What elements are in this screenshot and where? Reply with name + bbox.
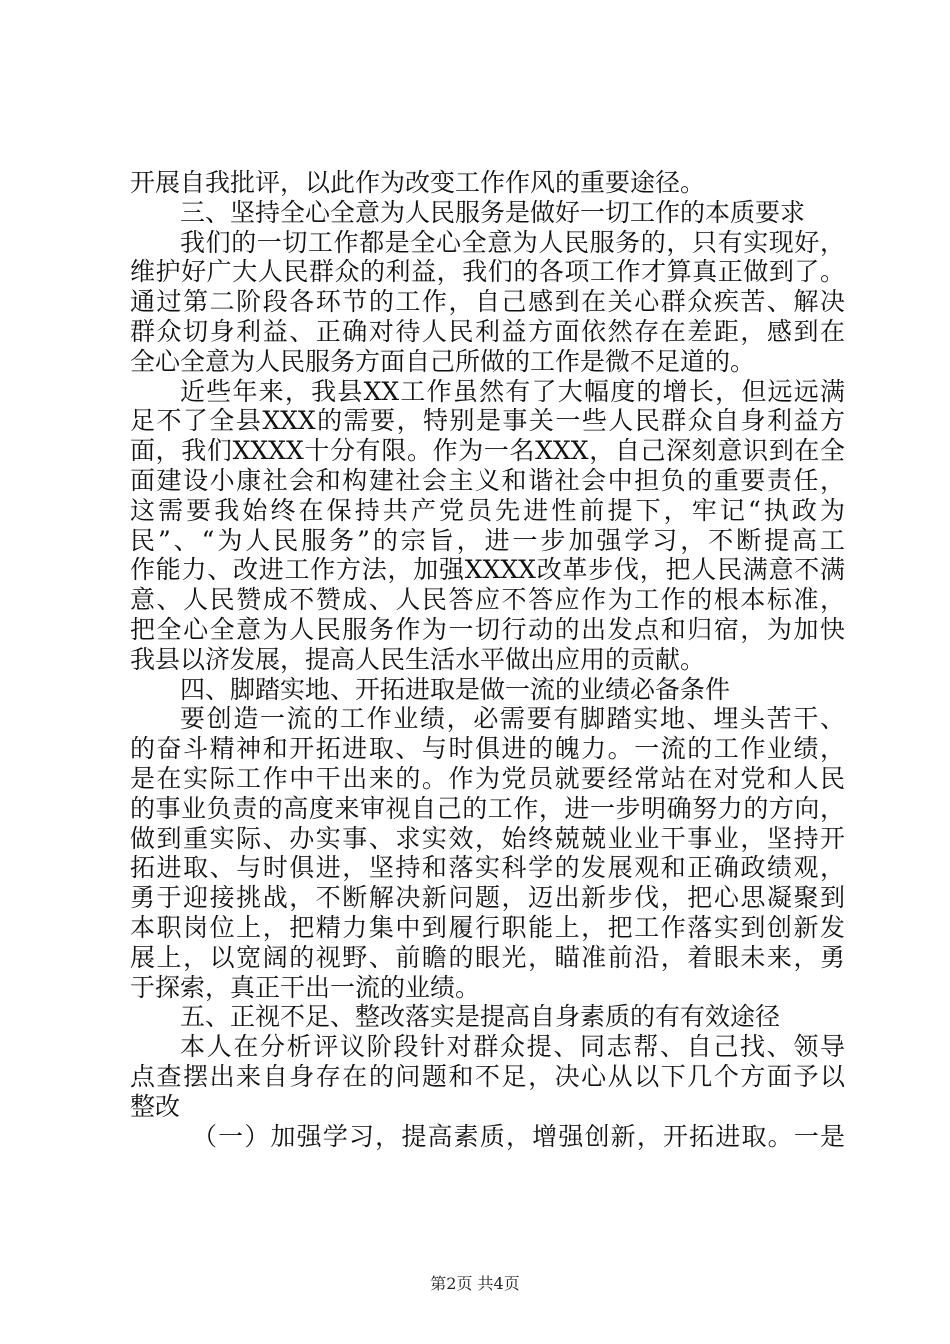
text-line: 面建设小康社会和构建社会主义和谐社会中担负的重要责任，	[130, 465, 845, 495]
text-line: 我县以济发展，提高人民生活水平做出应用的贡献。	[130, 644, 706, 674]
text-line: 勇于迎接挑战，不断解决新问题，迈出新步伐，把心思凝聚到	[130, 883, 845, 913]
text-line: 的事业负责的高度来审视自己的工作，进一步明确努力的方向，	[130, 793, 845, 823]
text-line: 民”、“为人民服务”的宗旨，进一步加强学习，不断提高工	[130, 525, 845, 555]
page-footer: 第2页 共4页	[430, 1274, 520, 1293]
text-line: 要创造一流的工作业绩，必需要有脚踏实地、埋头苦干、	[180, 704, 845, 734]
text-line: 五、正视不足、整改落实是提高自身素质的有有效途径	[180, 1002, 781, 1032]
text-line: （一）加强学习，提高素质，增强创新，开拓进取。一是	[192, 1121, 845, 1151]
text-line: 本人在分析评议阶段针对群众提、同志帮、自己找、领导	[180, 1032, 845, 1062]
text-line: 把全心全意为人民服务作为一切行动的出发点和归宿，为加快	[130, 614, 845, 644]
text-line: 足不了全县XXX的需要，特别是事关一些人民群众自身利益方	[130, 406, 845, 436]
text-line: 做到重实际、办实事、求实效，始终兢兢业业干事业，坚持开	[130, 823, 845, 853]
text-line: 三、坚持全心全意为人民服务是做好一切工作的本质要求	[180, 197, 806, 227]
text-line: 本职岗位上，把精力集中到履行职能上，把工作落实到创新发	[130, 912, 845, 942]
text-line: 拓进取、与时俱进，坚持和落实科学的发展观和正确政绩观，	[130, 853, 845, 883]
text-line: 的奋斗精神和开拓进取、与时俱进的魄力。一流的工作业绩，	[130, 734, 845, 764]
text-line: 是在实际工作中干出来的。作为党员就要经常站在对党和人民	[130, 763, 845, 793]
text-line: 开展自我批评，以此作为改变工作作风的重要途径。	[130, 168, 706, 197]
text-line: 近些年来，我县XX工作虽然有了大幅度的增长，但远远满	[180, 376, 845, 406]
text-line: 这需要我始终在保持共产党员先进性前提下，牢记“执政为	[130, 495, 845, 525]
text-line: 面，我们XXXX十分有限。作为一名XXX，自己深刻意识到在全	[130, 436, 845, 466]
text-line: 维护好广大人民群众的利益，我们的各项工作才算真正做到了。	[130, 257, 845, 287]
text-line: 于探索，真正干出一流的业绩。	[130, 972, 481, 1002]
text-line: 意、人民赞成不赞成、人民答应不答应作为工作的根本标准，	[130, 585, 845, 615]
text-line: 群众切身利益、正确对待人民利益方面依然存在差距，感到在	[130, 316, 845, 346]
document-body	[130, 168, 845, 1151]
text-line: 全心全意为人民服务方面自己所做的工作是微不足道的。	[130, 346, 756, 376]
text-line: 整改	[130, 1091, 181, 1121]
text-line: 四、脚踏实地、开拓进取是做一流的业绩必备条件	[180, 674, 731, 704]
text-line: 展上，以宽阔的视野、前瞻的眼光，瞄准前沿，着眼未来，勇	[130, 942, 845, 972]
text-line: 点查摆出来自身存在的问题和不足，决心从以下几个方面予以	[130, 1061, 845, 1091]
text-line: 通过第二阶段各环节的工作，自己感到在关心群众疾苦、解决	[130, 287, 845, 317]
text-line: 我们的一切工作都是全心全意为人民服务的，只有实现好，	[180, 227, 845, 257]
text-line: 作能力、改进工作方法，加强XXXX改革步伐，把人民满意不满	[130, 555, 845, 585]
